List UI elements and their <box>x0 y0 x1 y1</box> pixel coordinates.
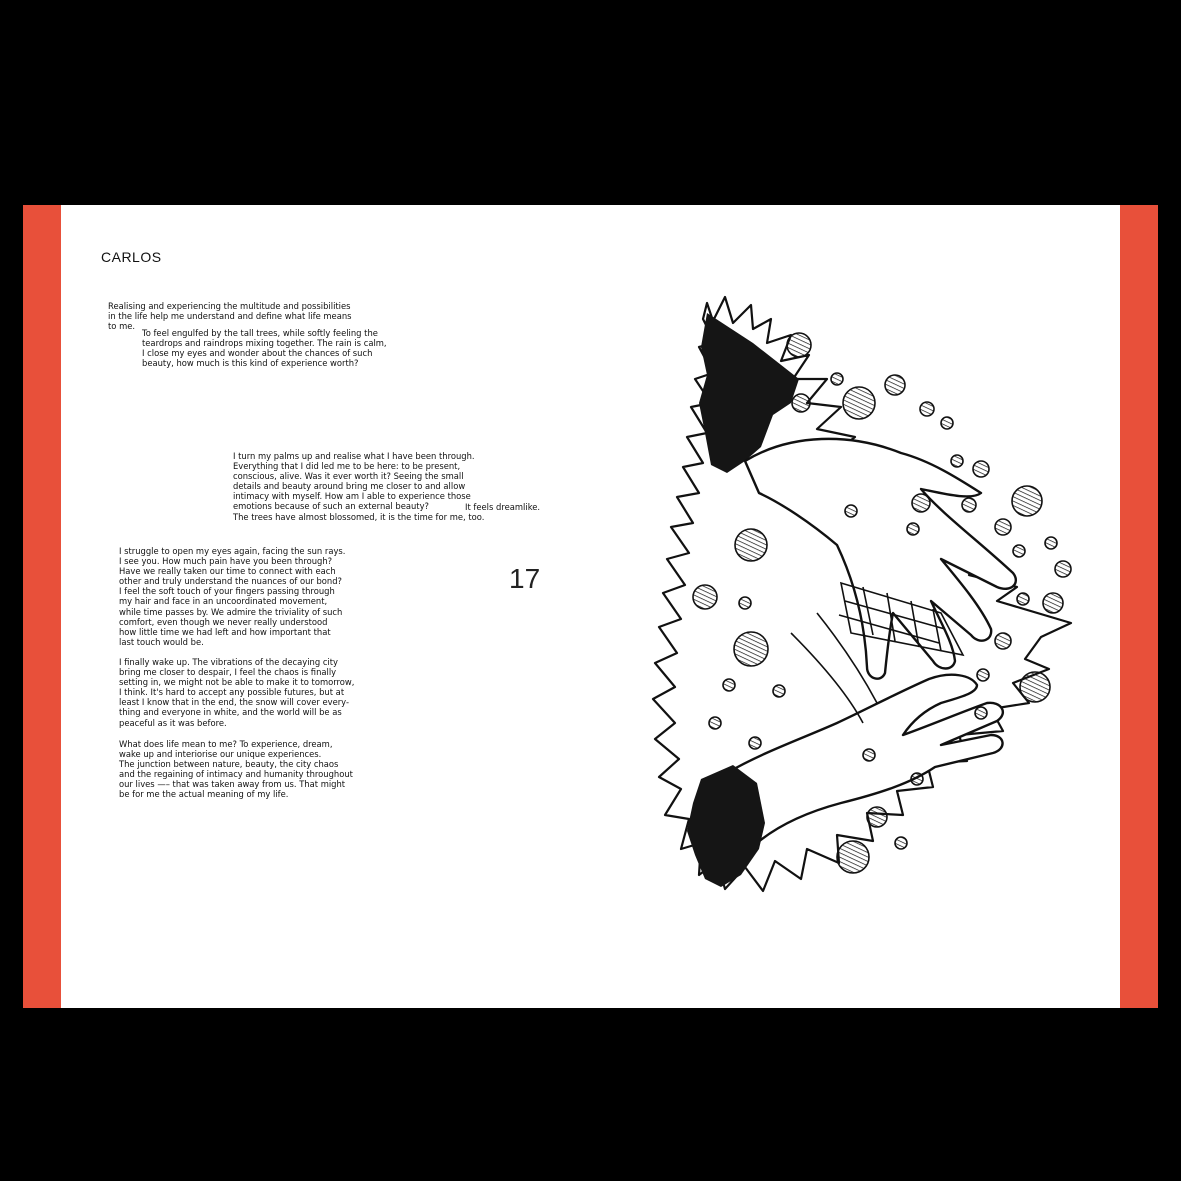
paragraph-intro: Realising and experiencing the multitude and possibilities in the life help me understand and define what life means to me. <box>108 301 352 332</box>
paragraph-wake-up: I finally wake up. The vibrations of the decaying city bring me closer to despair, I feel the chaos is finally setting in, we might not be able to make it to tomorrow, I think. It's hard to accept any possible futures, but at least I know that in the end, the snow will cover every- thing and everyone in white, and the world will be as peaceful as it was before. <box>119 657 355 728</box>
paragraph-meaning: What does life mean to me? To experience, dream, wake up and interiorise our unique experiences. The junction between nature, beauty, the city chaos and the regaining of intimacy and humanity throughout our lives —– that was taken away from us. That might be for me the actual meaning of my life. <box>119 739 353 800</box>
paragraph-palms: I turn my palms up and realise what I have been through. Everything that I did led me to be here: to be present, conscious, alive. Was it ever worth it? Seeing the small details and beauty around bring me closer to and allow intimacy with myself. How am I able to experience those emotions because of such an external beauty? <box>233 451 475 512</box>
page-number: 17 <box>509 563 541 594</box>
paragraph-palms-tail: It feels dreamlike. <box>465 502 541 512</box>
paragraph-sun-rays: I struggle to open my eyes again, facing the sun rays. I see you. How much pain have you been through? Have we really taken our time to connect with each other and truly understand the nuances of our bond? I feel the soft touch of your fingers passing through my hair and face in an uncoordinated movement, while time passes by. We admire the triviality of such comfort, even though we never really understood how little time we had left and how important that last touch would be. <box>119 546 346 647</box>
paragraph-palms-last: The trees have almost blossomed, it is the time for me, too. <box>233 512 485 522</box>
paragraph-trees: To feel engulfed by the tall trees, while softly feeling the teardrops and raindrops mixing together. The rain is calm, I close my eyes and wonder about the chances of such beauty, how much is this kind of experience worth? <box>142 328 387 369</box>
hands-ink-drawing-icon <box>641 283 1101 915</box>
page-spread <box>23 205 1158 1008</box>
page-title: CARLOS <box>101 249 162 265</box>
paper-sheet <box>61 205 1120 1008</box>
